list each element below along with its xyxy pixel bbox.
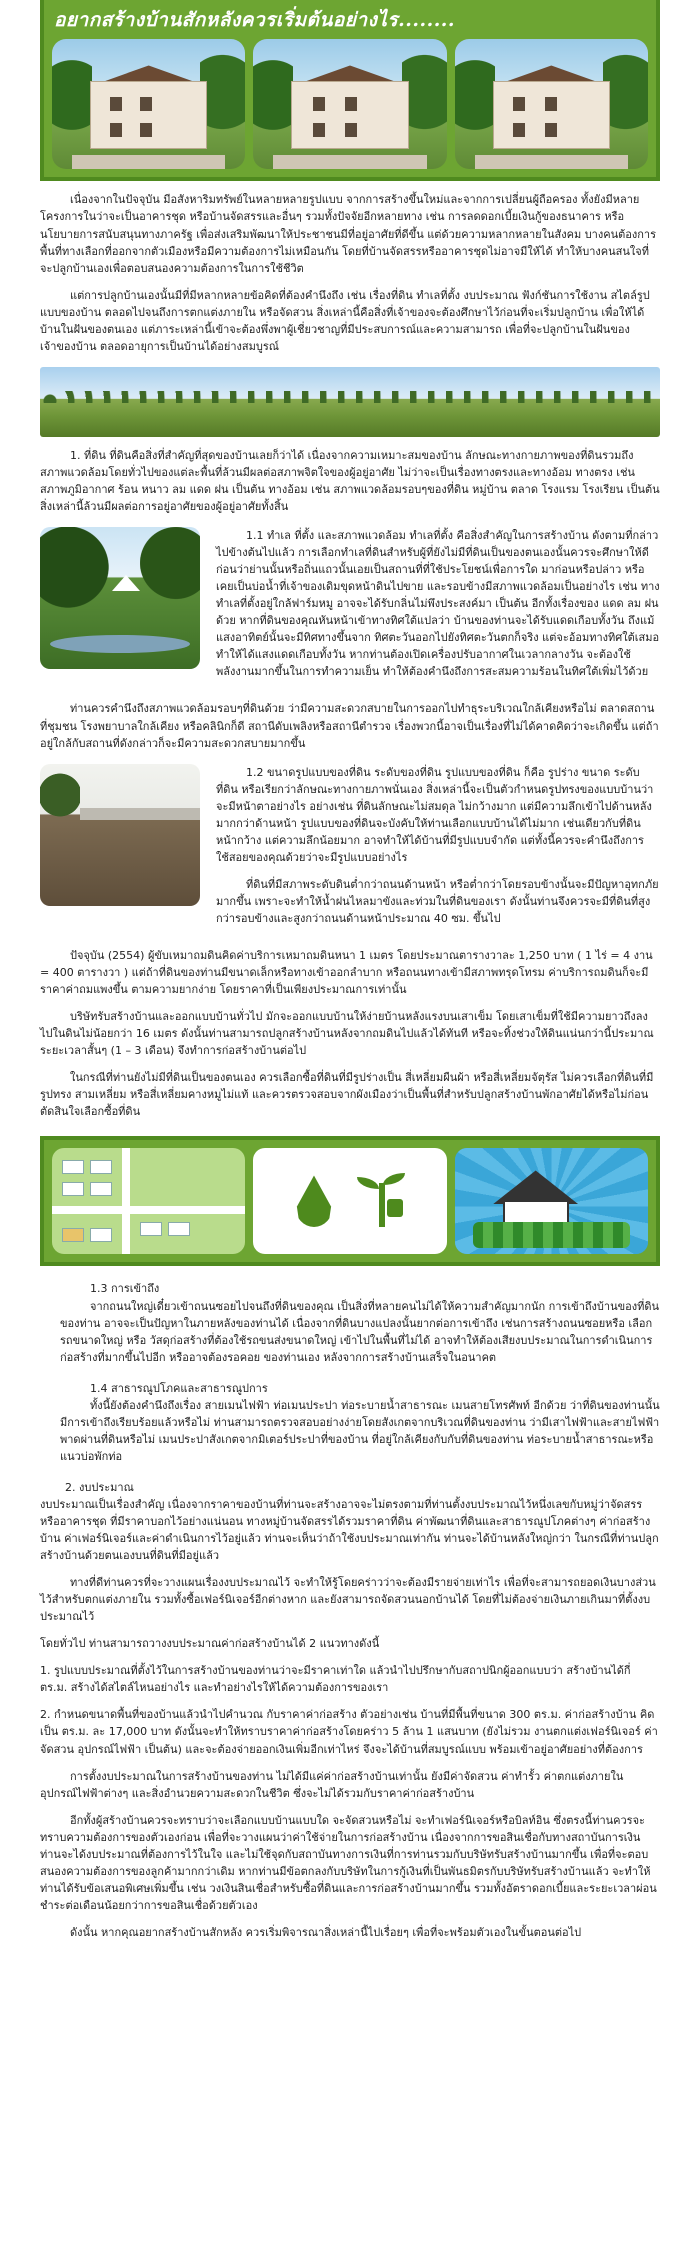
section-2-financing: อีกทั้งผู้สร้างบ้านควรจะทราบว่าจะเลือกแบบบ้านแบบใด จะจัดสวนหรือไม่ จะทำเฟอร์นิเจอร์หรือบิลท์อิน ซึ่งตรงนี้ท่านควรจะทราบความต้องการของตัวเองก่อน เพื่อที่จะวางแผนว่าค่าใช้จ่ายในการก่อสร้างบ้าน เนื่องจากการขอสินเชื่อกับทางสถาบันการเงิน ท่านจะได้งบประมาณที่ต้องการไว้ในใจ และไม่ใช้จุดกับสถาบันทางการเงินที่การท่านรวมกับบริษัทรับสร้างบ้านมากขึ้น เพื่อที่จะตอบสนองความต้องการของลูกค้ามากกว่าเดิม หากท่านมีข้อตกลงกับบริษัทในการกู้เงินที่เป็นพันธมิตรกับบริษัทรับสร้างบ้านแล้ว จะทำให้ท่านได้รับข้อเสนอพิเศษเพิ่มขึ้น เช่น วงเงินสินเชื่อสำหรับซื้อที่ดินและการก่อสร้างบ้านมากขึ้น รวมทั้งอัตราดอกเบี้ยและระยะเวลาผ่อนชำระต่อเดือนน้อยกว่าการขอสินเชื่อด้วยตัวเอง (40, 1813, 657, 1912)
section-1-1-text (216, 527, 660, 690)
section-2-plan: ทางที่ดีท่านควรที่จะวางแผนเรื่องงบประมาณไว้ จะทำให้รู้โดยคร่าวว่าจะต้องมีรายจ่ายเท่าไร เพื่อที่จะสามารถยอดเงินบางส่วนไว้สำหรับตกแต่งภายใน รวมทั้งซื้อเฟอร์นิเจอร์อีกต่างหาก และยังสามารถจัดสวนนอกบ้านได้ โดยที่ไม่ต้องจ่ายเงินภายเกินมาที่ตั้งงบประมาณไว้ (40, 1576, 656, 1624)
section-1-4-heading: 1.4 สาธารณูปโภคและสาธารณูปการ (90, 1381, 268, 1395)
header-banner (40, 0, 660, 181)
water-drop-icon (295, 1175, 333, 1227)
section-1-land: 1. ที่ดิน ที่ดินคือสิ่งที่สำคัญที่สุดของบ้านเลยก็ว่าได้ เนื่องจากความเหมาะสมของบ้าน ลักษณะทางกายภาพของที่ดินรวมถึงสภาพแวดล้อมโดยทั่วไปของแต่ละพื้นที่ล้วนมีผลต่อสภาพจิตใจของผู้อยู่อาศัย ไม่ว่าจะเป็นเรื่องทางตรงและทางอ้อม ทางตรง เช่น สภาพภูมิอากาศ ร้อน หนาว ลม แดด ฝน เป็นต้น ทางอ้อม เช่น สภาพแวดล้อมรอบๆของที่ดิน หมู่บ้าน ตลาด โรงแรม โรงเรียน เป็นต้น สิ่งเหล่านี้ล้วนมีผลต่อการอยู่อาศัยของผู้อยู่อาศัยทั้งสิ้น (40, 448, 660, 513)
section-1-2-text (216, 764, 660, 937)
section-1-3-body: จากถนนใหญ่เดี๋ยวเข้าถนนซอยไปจนถึงที่ดินของคุณ เป็นสิ่งที่หลายคนไม่ได้ให้ความสำคัญมากนัก การเข้าถึงบ้านของที่ดินของท่าน อาจจะเป็นปัญหาในภายหลังของท่านได้ เนื่องจากที่ดินบางแปลงนั้นยากต่อการเข้าถึง เช่นการสร้างถนนซอยหรือ เลือกรถขนาดใหญ่ หรือ วัสดุก่อสร้างที่ต้องใช้รถขนส่งขนาดใหญ่ เข้าไปในพื้นที่ไม่ได้ อาจทำให้ต้องเสียงบประมาณในการดำเนินการก่อสร้างที่มากขึ้นไปอีก หรืออาจต้องรอคอย ของท่านเอง หลังจากการสร้างบ้านเสร็จในอนาคต (60, 1299, 659, 1364)
house-photo-2 (253, 39, 446, 169)
house-photo-3 (455, 39, 648, 169)
section-2-extra-costs: การตั้งงบประมาณในการสร้างบ้านของท่าน ไม่ได้มีแค่ค่าก่อสร้างบ้านเท่านั้น ยังมีค่าจัดสวน ค่าทำรั้ว ค่าตกแต่งภายใน อุปกรณ์ไฟฟ้าต่างๆ และสิ่งอำนวยความสะดวกในชีวิต ซึ่งจะไม่ได้รวมกับราคาค่าก่อสร้างบ้าน (40, 1769, 624, 1800)
section-1-2-fill-cost: ปัจจุบัน (2554) ผู้ขับเหมาถมดินคิดค่าบริการเหมาถมดินหนา 1 เมตร โดยประมาณตารางวาละ 1,250 บาท ( 1 ไร่ = 4 งาน = 400 ตารางวา ) แต่ถ้าที่ดินของท่านมีขนาดเล็กหรือทางเข้าออกลำบาก หรือถนนทางเข้ามีสภาพทรุดโทรม ค่าบริการถมดินก็จะมีราคาค่าถมแพงขึ้น ตามความยากง่าย โดยราคาที่เป็นเพียงประมาณการเท่านั้น (40, 949, 653, 997)
section-2-approach-2: 2. กำหนดขนาดพื้นที่ของบ้านแล้วนำไปคำนวณ กับราคาค่าก่อสร้าง ตัวอย่างเช่น บ้านที่มีพื้นที่ขนาด 300 ตร.ม. ค่าก่อสร้างบ้าน คิดเป็น ตร.ม. ละ 17,000 บาท ดังนั้นจะทำให้ทราบราคาค่าก่อสร้างโดยคร่าว 5 ล้าน 1 แสนบาท (ยังไม่รวม งานตกแต่งเฟอร์นิเจอร์ ค่าจัดสวน อุปกรณ์ไฟฟ้า เป็นต้น) และจะต้องจ่ายออกเงินเพิ่มอีกเท่าไหร่ จึงจะได้บ้านที่สมบูรณ์แบบ พร้อมเข้าอยู่อาศัยอย่างที่ต้องการ (40, 1708, 658, 1756)
section-1-3-heading: 1.3 การเข้าถึง (90, 1282, 160, 1296)
house-photo-row (52, 39, 648, 169)
intro-paragraph-2: แต่การปลูกบ้านเองนั้นมีที่มีหลากหลายข้อคิดที่ต้องคำนึงถึง เช่น เรื่องที่ดิน ทำเลที่ตั้ง งบประมาณ ฟังก์ชันการใช้งาน สไตล์รูปแบบของบ้าน ตลอดไปจนถึงการตกแต่งภายใน หรือจัดสวน สิ่งเหล่านี้คือสิ่งที่เจ้าของจะต้องศึกษาไว้ก่อนที่จะเริ่มปลูกบ้าน เพื่อให้ได้บ้านในฝันของตนเอง แต่ภาระเหล่านี้เข้าจะต้องพึ่งพาผู้เชี่ยวชาญที่มีประสบการณ์และความสามารถ เพื่อที่จะปลูกบ้านในฝันของเจ้าของบ้าน ตลอดอายุการเป็นบ้านได้อย่างสมบูรณ์ (40, 288, 650, 353)
section-2-approach-1: 1. รูปแบบประมาณที่ตั้งไว้ในการสร้างบ้านของท่านว่าจะมีราคาเท่าใด แล้วนำไปปรึกษากับสถาปนิกผู้ออกแบบว่า สร้างบ้านได้กี่ ตร.ม. สร้างได้สไตล์ไหนอย่างไร และทำอย่างไรให้ได้ความต้องการของเรา (40, 1664, 631, 1695)
intro-paragraph-1: เนื่องจากในปัจจุบัน มีอสังหาริมทรัพย์ในหลายหลายรูปแบบ จากการสร้างขึ้นใหม่และจากการเปลี่ยนผู้ถือครอง ทั้งยังมีหลายโครงการในว่าจะเป็นอาคารชุด หรือบ้านจัดสรรและอื่นๆ รวมทั้งปัจจัยอีกหลายทาง เช่น การลดดอกเบี้ยเงินกู้ของธนาคาร หรือนโยบายการสนับสนุนทางภาครัฐ เพื่อส่งเสริมพัฒนาให้ประชาชนมีที่อยู่อาศัยที่ดีขึ้น แต่ด้วยความหลากหลายในสังคม บางคนต้องการพื้นที่ทางเลือกที่ออกจากตัวเมืองหรือมีความต้องการไม่เหมือนกัน โดยที่บ้านจัดสรรหรืออาคารชุดไม่อาจมีให้ได้ ทำให้บางคนสนใจที่จะปลูกบ้านเองเพื่อตอบสนองความต้องการในการใช้ชีวิต (40, 193, 656, 275)
house-photo-1 (52, 39, 245, 169)
section-1-2-block (40, 764, 660, 937)
section-1-1-block (40, 527, 660, 690)
electric-plug-icon (357, 1173, 405, 1229)
section-1-4-body: ทั้งนี้ยังต้องคำนึงถึงเรื่อง สายเมนไฟฟ้า ท่อเมนประปา ท่อระบายน้ำสาธารณะ เมนสายโทรศัพท์ อีกด้วย ว่าที่ดินของท่านนั้นมีการเข้าถึงเรียบร้อยแล้วหรือไม่ ท่านสามารถตรวจสอบอย่างง่ายโดยสังเกตจากบริเวณที่ดินของท่าน ว่ามีเสาไฟฟ้าและสายไฟฟ้าพาดผ่านที่ดินหรือไม่ เมนประปาสังเกตจากมิเตอร์ประปาที่ของบ้าน ที่อยู่ใกล้เคียงกับกับที่ดินของท่าน ท่อระบายน้ำสาธารณะหรือแนวบ่อพักท่อ (60, 1398, 660, 1463)
house-with-money-icon (455, 1148, 648, 1254)
section-1-2-choose-land: ในกรณีที่ท่านยังไม่มีที่ดินเป็นของตนเอง ควรเลือกซื้อที่ดินที่มีรูปร่างเป็น สี่เหลี่ยมผืนผ้า หรือสี่เหลี่ยมจัตุรัส ไม่ควรเลือกที่ดินที่มีรูปทรง สามเหลี่ยม หรือสี่เหลี่ยมคางหมูไม่แท้ และควรตรวจสอบจากผังเมืองว่าเป็นพื้นที่สำหรับปลูกสร้างบ้านพักอาศัยได้หรือไม่ก่อนตัดสินใจเลือกซื้อที่ดิน (40, 1071, 654, 1119)
resort-garden-image (40, 527, 200, 669)
section-1-1-surroundings: ท่านควรคำนึงถึงสภาพแวดล้อมรอบๆที่ดินด้วย ว่ามีความสะดวกสบายในการออกไปทำธุระบริเวณใกล้เคียงหรือไม่ ตลาดสถานที่ชุมชน โรงพยาบาลใกล้เคียง หรือคลินิกก็ดี สถานีดับเพลิงหรือสถานีตำรวจ เรื่องพวกนี้อาจเป็นเรื่องที่ไม่ได้คาดคิดว่าจะเกิดขึ้น แต่ถ้าอยู่ใกล้กับสถานที่ดังกล่าวก็จะมีความสะดวกสบายมากขึ้น (40, 702, 659, 750)
section-2-approaches: โดยทั่วไป ท่านสามารถวางงบประมาณค่าก่อสร้างบ้านได้ 2 แนวทางดังนี้ (40, 1637, 380, 1651)
section-2-heading: 2. งบประมาณ (65, 1480, 134, 1494)
empty-land-image (40, 764, 200, 906)
section-2 (40, 1479, 660, 1564)
section-2-body: งบประมาณเป็นเรื่องสำคัญ เนื่องจากราคาของบ้านที่ท่านจะสร้างอาจจะไม่ตรงตามที่ท่านตั้งงบประมาณไว้หนึ่งเลขกับหมู่ว่าจัดสรรหรืออาคารชุด ที่มีราคาบอกไว้อย่างแน่นอน ทางหมู่บ้านจัดสรรได้รวมราคาที่ดิน ค่าพัฒนาที่ดินและสาธารณูปโภคต่างๆ ค่าก่อสร้างบ้าน ค่าเฟอร์นิเจอร์และค่าดำเนินการไว้อยู่แล้ว ท่านจะเห็นว่าถ้าใช้งบประมาณเท่ากัน ท่านจะได้บ้านหลังใหญ่กว่า ในกรณีที่ท่านปลูกสร้างบ้านด้วยตนเองบนที่ดินที่มีอยู่แล้ว (40, 1497, 659, 1563)
utilities-banner (40, 1136, 660, 1266)
section-1-2-level: ที่ดินที่มีสภาพระดับดินต่ำกว่าถนนด้านหน้า หรือต่ำกว่าโดยรอบข้างนั้นจะมีปัญหาอุทกภัยมากขึ้น เพราะจะทำให้น้ำฝนไหลมาขังและท่วมในที่ดินของเรา ดังนั้นท่านจึงควรจะมีที่ดินที่สูงกว่ารอบข้างและสูงกว่าถนนด้านหน้าประมาณ 40 ซม. ขึ้นไป (216, 877, 659, 925)
section-1-4 (40, 1380, 660, 1465)
banner-title: อยากสร้างบ้านสักหลังควรเริ่มต้นอย่างไร........ (54, 9, 456, 31)
section-1-2-piles: บริษัทรับสร้างบ้านและออกแบบบ้านทั่วไป มักจะออกแบบบ้านให้ง่ายบ้านหลังแรงบนเสาเข็ม โดยเสาเข็มที่ใช้มีความยาวถึงลงไปในดินไม่น้อยกว่า 16 เมตร ดังนั้นท่านสามารถปลูกสร้างบ้านหลังจากถมดินไปแล้วได้ทันที หรือจะทิ้งช่วงให้ดินแน่นกว่านี้ประมาณระยะเวลาสั้นๆ (1 – 3 เดือน) จึงทำการก่อสร้างบ้านต่อไป (40, 1010, 654, 1058)
section-1-3 (40, 1280, 660, 1365)
section-1-2-shape: 1.2 ขนาดรูปแบบของที่ดิน ระดับของที่ดิน รูปแบบของที่ดิน ก็คือ รูปร่าง ขนาด ระดับที่ดิน หรือเรียกว่าลักษณะทางกายภาพนั่นเอง สิ่งเหล่านี้จะเป็นตัวกำหนดรูปทรงของแบบบ้านว่าจะมีหน้าตาอย่างไร อย่างเช่น ที่ดินลักษณะไม่สมดุล ไม่กว้างมาก แต่มีความลึกเข้าไปด้านหลังมากกว่าด้านหน้า รูปแบบของที่ดินจะบังคับให้ท่านเลือกแบบบ้านได้ไม่มาก เช่นเดียวกับที่ดินหน้ากว้าง แต่ความลึกน้อยมาก อาจทำให้ได้บ้านที่มีรูปแบบจำกัด แต่ทั้งนี้ควรจะคำนึงถึงการใช้สอยของคุณด้วยว่าจะมีรูปแบบอย่างไร (216, 765, 654, 864)
land-plot-map-icon (52, 1148, 245, 1254)
utilities-icons (253, 1148, 446, 1254)
rice-field-image (40, 367, 660, 437)
section-2-conclusion: ดังนั้น หากคุณอยากสร้างบ้านสักหลัง ควรเริ่มพิจารณาสิ่งเหล่านี้ไปเรื่อยๆ เพื่อที่จะพร้อมตัวเองในขั้นตอนต่อไป (70, 1925, 582, 1939)
section-1-1-location: 1.1 ทำเล ที่ตั้ง และสภาพแวดล้อม ทำเลที่ตั้ง คือสิ่งสำคัญในการสร้างบ้าน ดังตามที่กล่าวไปข้างต้นไปแล้ว การเลือกทำเลที่ดินสำหรับผู้ที่ยังไม่มีที่ดินเป็นของตนเองนั้นควรจะศึกษาให้ดีก่อนว่าย่านนั้นหรือถิ่นแถวนั้นเอยเป็นสถานที่ที่ใช้ประโยชน์เพื่อการใด มาก่อนหรือปล่าว หรือเคยเป็นบ่อน้ำที่เจ้าของเดิมขุดหน้าดินไปขาย และรอบข้างมีสภาพแวดล้อมเป็นอย่างไร เช่น ทางทำเลที่ตั้งอยู่ใกล้ฟาร์มหมู อาจจะได้รับกลิ่นไม่พึงประสงค์มา เป็นต้น อีกทั้งเรื่องของ แดด ลม ฝน ด้วย หากที่ดินของคุณหันหน้าเข้าทางทิศใต้แปลว่า บ้านของท่านจะได้รับแดดเกือบทั้งวัน ถึงแม้แสงอาทิตย์นั้นจะมีทิศทางขึ้นจาก ทิศตะวันออกไปยังทิศตะวันตกก็จริง แต่จะอ้อมทางทิศใต้เสมอ ทำให้ได้แสงแดดเกือบทั้งวัน หากท่านต้องเปิดเครื่องปรับอากาศในเวลากลางวัน จะต้องใช้พลังงานมากขึ้นในการทำความเย็น ทำให้ต้องคำนึงถึงการสะสมความร้อนในทิศใต้เพิ่มไว้ด้วย (216, 529, 660, 679)
